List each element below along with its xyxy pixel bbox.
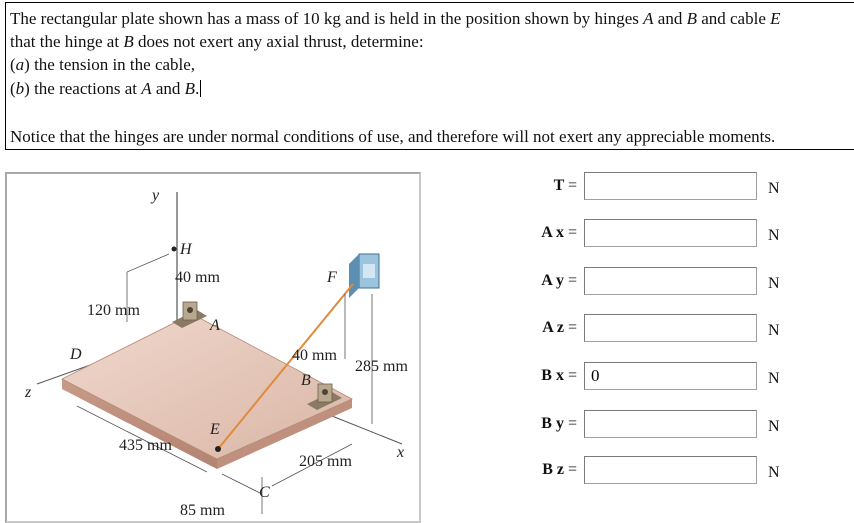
- label-b: B: [301, 372, 311, 389]
- text-caret: [200, 80, 201, 97]
- label-e: E: [210, 421, 220, 438]
- t-input[interactable]: [584, 172, 757, 200]
- problem-text: does not exert any axial thrust, determine:: [133, 32, 424, 51]
- problem-figure: [5, 172, 421, 523]
- label-x: x: [397, 444, 405, 461]
- problem-line-1: [10, 9, 781, 29]
- unit-label: N: [768, 180, 780, 197]
- bz-input[interactable]: [584, 456, 757, 484]
- answer-row-bz: [515, 455, 854, 487]
- point-h: [172, 247, 177, 252]
- label-d: D: [70, 346, 82, 363]
- x-axis: [327, 414, 402, 444]
- problem-line-3: [10, 55, 195, 75]
- answer-label: T =: [553, 177, 577, 194]
- label-205mm: 205 mm: [299, 453, 352, 470]
- unit-label: N: [768, 464, 780, 481]
- label-f: F: [327, 269, 337, 286]
- by-input[interactable]: [584, 410, 757, 438]
- problem-var: b: [15, 79, 25, 98]
- answer-row-ay: [515, 266, 854, 298]
- label-40mm-top: 40 mm: [175, 269, 220, 286]
- ay-input[interactable]: [584, 267, 757, 295]
- bx-input[interactable]: [584, 362, 757, 390]
- label-h: H: [180, 241, 192, 258]
- problem-text: ) the reactions at: [24, 79, 142, 98]
- unit-label: N: [768, 227, 780, 244]
- unit-label: N: [768, 322, 780, 339]
- unit-label: N: [768, 370, 780, 387]
- answer-label: B x =: [541, 367, 577, 384]
- problem-text: (: [10, 55, 16, 74]
- problem-note: Notice that the hinges are under normal conditions of use, and therefore will not exert any appreciable moments.: [10, 127, 776, 146]
- answer-row-ax: [515, 218, 854, 250]
- problem-text: and: [653, 9, 687, 28]
- label-a: A: [210, 317, 220, 334]
- ax-input[interactable]: [584, 219, 757, 247]
- label-c: C: [259, 484, 270, 501]
- problem-var: B: [123, 32, 134, 51]
- answer-label: B z =: [542, 461, 577, 478]
- problem-text: and cable: [696, 9, 771, 28]
- answer-row-az: [515, 313, 854, 345]
- problem-line-4: [10, 79, 201, 99]
- unit-label: N: [768, 418, 780, 435]
- answer-label: A z =: [542, 319, 577, 336]
- label-z: z: [25, 384, 32, 401]
- label-85mm: 85 mm: [180, 502, 225, 519]
- problem-text: ) the tension in the cable,: [24, 55, 196, 74]
- problem-line-2: [10, 32, 424, 52]
- answer-row-bx: [515, 361, 854, 393]
- label-120mm: 120 mm: [87, 302, 140, 319]
- point-e: [215, 446, 221, 452]
- unit-label: N: [768, 275, 780, 292]
- problem-text: .: [195, 79, 200, 98]
- answer-row-t: [515, 171, 854, 203]
- problem-text: (: [10, 79, 16, 98]
- plate-diagram: [7, 174, 419, 521]
- problem-var: a: [15, 55, 25, 74]
- label-285mm: 285 mm: [355, 358, 408, 375]
- problem-var: A: [643, 9, 654, 28]
- problem-var: E: [770, 9, 781, 28]
- answer-row-by: [515, 409, 854, 441]
- label-y: y: [152, 187, 160, 204]
- answer-label: B y =: [541, 415, 577, 432]
- problem-text: that the hinge at: [10, 32, 124, 51]
- label-40mm-mid: 40 mm: [292, 347, 337, 364]
- anchor-f: [349, 254, 379, 298]
- az-input[interactable]: [584, 314, 757, 342]
- problem-text: and: [151, 79, 185, 98]
- problem-var: A: [141, 79, 152, 98]
- problem-text: The rectangular plate shown has a mass of 10 kg and is held in the position shown by hinges: [10, 9, 644, 28]
- problem-var: B: [686, 9, 697, 28]
- answer-label: A y =: [541, 272, 577, 289]
- label-435mm: 435 mm: [119, 437, 172, 454]
- problem-var: B: [184, 79, 196, 98]
- problem-statement: [5, 2, 854, 150]
- answer-label: A x =: [541, 224, 577, 241]
